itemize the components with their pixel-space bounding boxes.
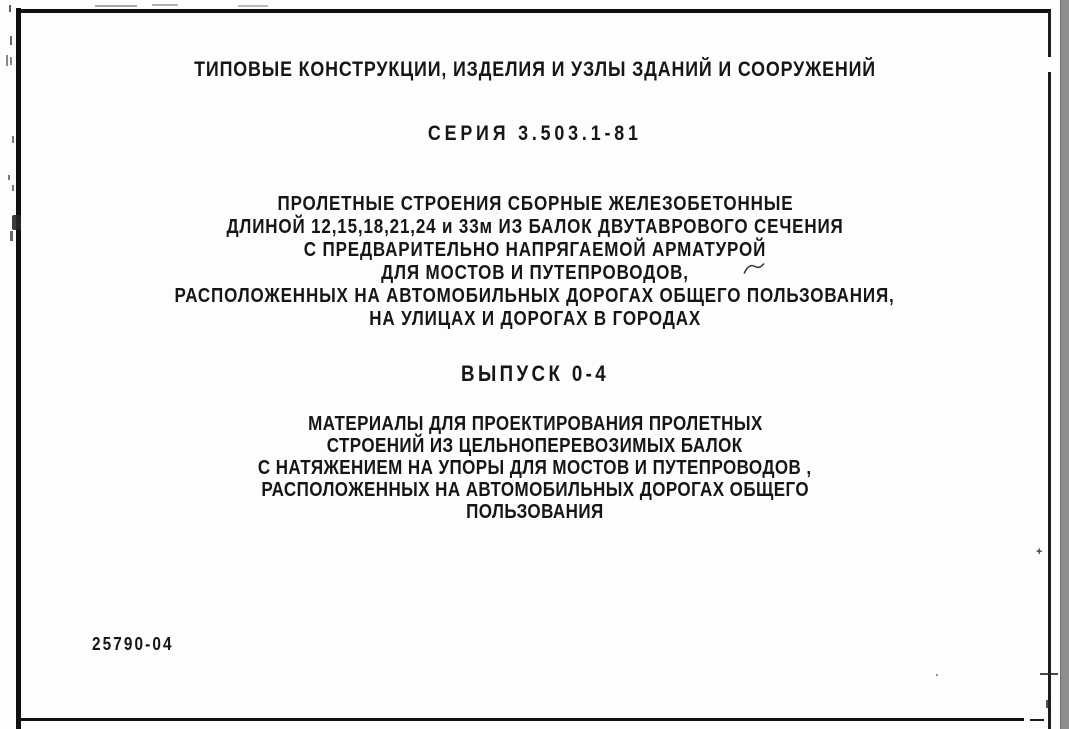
subject-line-text: ПРОЛЕТНЫЕ СТРОЕНИЯ СБОРНЫЕ ЖЕЛЕЗОБЕТОННЫЕ [277,193,793,215]
scan-dash [238,5,268,7]
scan-speck [10,36,12,45]
scan-speck [9,5,11,12]
subject-line [20,285,1050,308]
subject-line-text: НА УЛИЦАХ И ДОРОГАХ В ГОРОДАХ [369,308,701,330]
subject-line [20,216,1050,239]
subject-line-text: ДЛЯ МОСТОВ И ПУТЕПРОВОДОВ, [381,262,689,284]
scan-speck [936,674,938,676]
scan-speck [6,55,8,66]
scan-speck [10,57,12,65]
subject-line-text: РАСПОЛОЖЕННЫХ НА АВТОМОБИЛЬНЫХ ДОРОГАХ ОБЩЕГО ПОЛЬЗОВАНИЯ, [174,285,896,307]
subject-line [20,193,1050,216]
scan-dash [95,5,137,7]
subject-line-text: С ПРЕДВАРИТЕЛЬНО НАПРЯГАЕМОЙ АРМАТУРОЙ [303,239,767,261]
scan-speck [12,136,14,143]
issue-subtitle-line-text: ПОЛЬЗОВАНИЯ [466,501,604,523]
issue-subtitle-line [20,501,1050,523]
issue-subtitle-block [20,413,1050,523]
title-page-content [20,0,1050,729]
pencil-squiggle [741,261,766,277]
scan-ink-blob [12,215,21,230]
issue-subtitle-line [20,413,1050,435]
subject-line [20,308,1050,331]
issue-subtitle-line [20,457,1050,479]
subject-line [20,262,1050,285]
scan-tick [1040,673,1058,675]
issue-subtitle-line [20,435,1050,457]
issue-subtitle-line-text: МАТЕРИАЛЫ ДЛЯ ПРОЕКТИРОВАНИЯ ПРОЛЕТНЫХ [307,413,763,435]
issue-subtitle-line [20,479,1050,501]
subject-line [20,239,1050,262]
scan-edge-strip [1060,0,1069,729]
issue-title-text: ВЫПУСК 0-4 [460,361,610,386]
doc-number: 25790-04 [92,634,174,654]
scan-speck [10,231,13,241]
scan-speck [12,185,14,191]
issue-subtitle-line-text: С НАТЯЖЕНИЕМ НА УПОРЫ ДЛЯ МОСТОВ И ПУТЕПРОВОДОВ , [258,457,812,479]
scan-dash [152,4,178,6]
scan-speck [8,175,10,180]
series-title [20,122,1050,146]
series-title-text: СЕРИЯ 3.503.1-81 [428,122,642,145]
org-header-text: ТИПОВЫЕ КОНСТРУКЦИИ, ИЗДЕЛИЯ И УЗЛЫ ЗДАНИЙ И СООРУЖЕНИЙ [194,58,876,81]
scan-speck [1046,700,1050,708]
subject-block [20,193,1050,331]
issue-title [20,361,1050,387]
org-header [20,58,1050,82]
issue-subtitle-line-text: СТРОЕНИЙ ИЗ ЦЕЛЬНОПЕРЕВОЗИМЫХ БАЛОК [327,435,743,457]
plus-mark: + [1036,546,1043,558]
issue-subtitle-line-text: РАСПОЛОЖЕННЫХ НА АВТОМОБИЛЬНЫХ ДОРОГАХ ОБЩЕГО [261,479,809,501]
subject-line-text: ДЛИНОЙ 12,15,18,21,24 и 33м ИЗ БАЛОК ДВУТАВРОВОГО СЕЧЕНИЯ [226,216,844,238]
